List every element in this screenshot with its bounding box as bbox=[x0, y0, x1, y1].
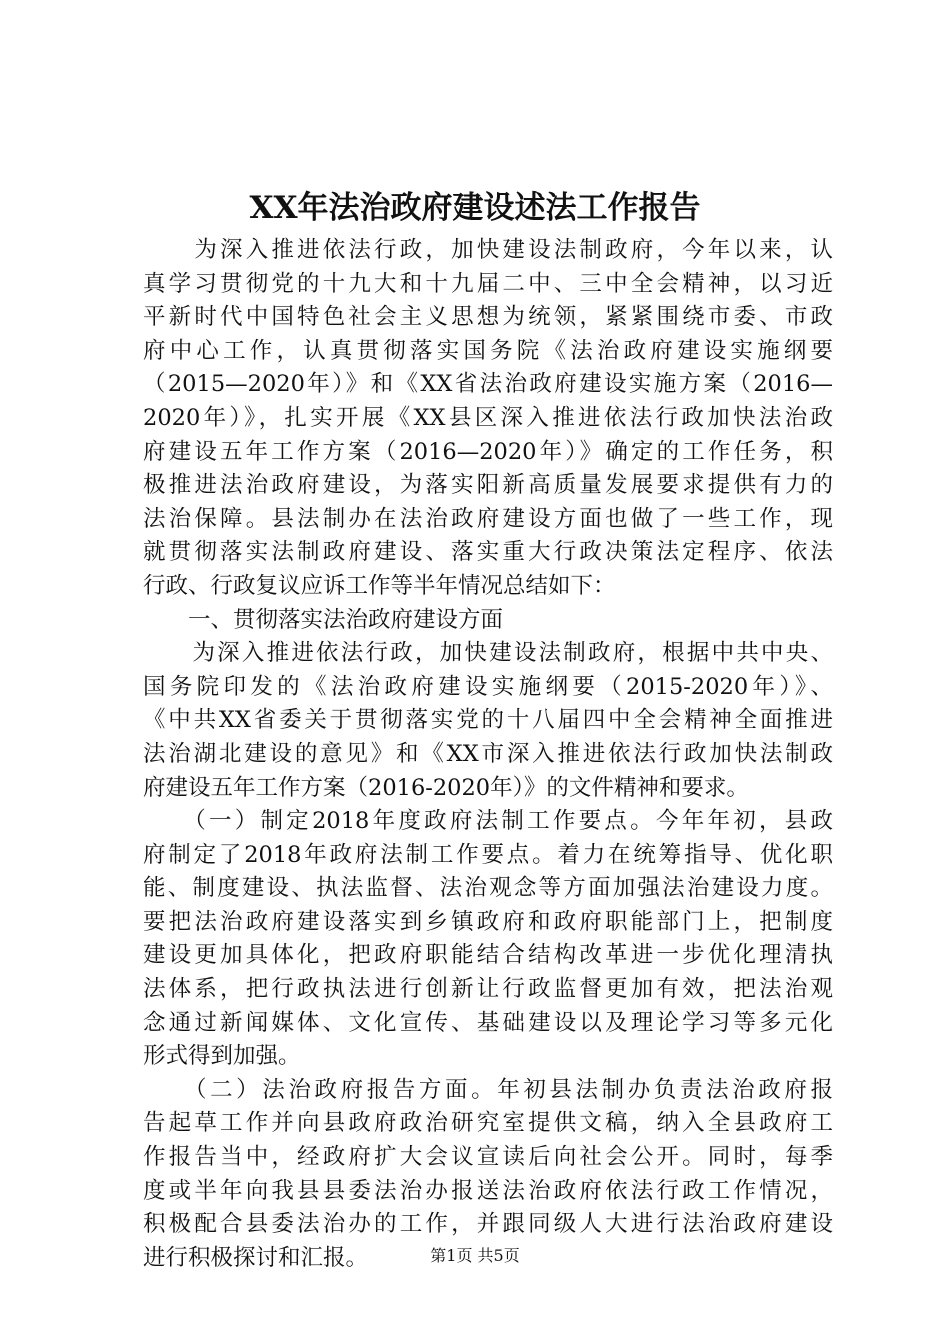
body-line: 为深入推进依法行政，加快建设法制政府，根据中共中央、 bbox=[143, 640, 833, 667]
body-line: （2015—2020年）》和《XX省法治政府建设实施方案（2016— bbox=[143, 371, 833, 398]
document-title: XX年法治政府建设述法工作报告 bbox=[249, 190, 701, 226]
body-line: 能、制度建设、执法监督、法治观念等方面加强法治建设力度。 bbox=[143, 875, 833, 902]
body-line: 作报告当中，经政府扩大会议宣读后向社会公开。同时，每季 bbox=[143, 1144, 833, 1171]
section-heading: 一、贯彻落实法治政府建设方面 bbox=[143, 606, 504, 633]
body-line: 要把法治政府建设落实到乡镇政府和政府职能部门上，把制度 bbox=[143, 908, 833, 935]
body-line: 告起草工作并向县政府政治研究室提供文稿，纳入全县政府工 bbox=[143, 1110, 833, 1137]
body-line: 法治保障。县法制办在法治政府建设方面也做了一些工作，现 bbox=[143, 505, 833, 532]
body-line: 府建设五年工作方案（2016—2020年）》确定的工作任务，积 bbox=[143, 438, 833, 465]
document-body bbox=[143, 234, 833, 1275]
body-line: 度或半年向我县县委法治办报送法治政府依法行政工作情况， bbox=[143, 1177, 833, 1204]
body-line: 就贯彻落实法制政府建设、落实重大行政决策法定程序、依法 bbox=[143, 539, 833, 566]
body-line: 进行积极探讨和汇报。 bbox=[143, 1244, 369, 1271]
body-line: 2020年）》，扎实开展《XX县区深入推进依法行政加快法治政 bbox=[143, 404, 833, 431]
body-line: 真学习贯彻党的十九大和十九届二中、三中全会精神，以习近 bbox=[143, 270, 833, 297]
body-line: 为深入推进依法行政，加快建设法制政府，今年以来，认 bbox=[143, 237, 833, 263]
body-line: 国务院印发的《法治政府建设实施纲要（2015-2020年）》、 bbox=[143, 673, 833, 700]
body-line: 平新时代中国特色社会主义思想为统领，紧紧围绕市委、市政 bbox=[143, 304, 833, 331]
body-line: （一）制定2018年度政府法制工作要点。今年年初，县政 bbox=[143, 808, 833, 835]
body-line: 极推进法治政府建设，为落实阳新高质量发展要求提供有力的 bbox=[143, 472, 833, 499]
body-line: 行政、行政复议应诉工作等半年情况总结如下： bbox=[143, 572, 616, 599]
body-line: （二）法治政府报告方面。年初县法制办负责法治政府报 bbox=[143, 1076, 833, 1103]
body-line: 法体系，把行政执法进行创新让行政监督更加有效，把法治观 bbox=[143, 976, 833, 1003]
body-line: 形式得到加强。 bbox=[143, 1043, 301, 1070]
body-line: 法治湖北建设的意见》和《XX市深入推进依法行政加快法制政 bbox=[143, 740, 833, 767]
body-line: 《中共XX省委关于贯彻落实党的十八届四中全会精神全面推进 bbox=[143, 707, 833, 734]
body-line: 府制定了2018年政府法制工作要点。着力在统筹指导、优化职 bbox=[143, 841, 833, 868]
body-line: 积极配合县委法治办的工作，并跟同级人大进行法治政府建设 bbox=[143, 1211, 833, 1238]
body-line: 府建设五年工作方案（2016-2020年）》的文件精神和要求。 bbox=[143, 774, 749, 801]
body-line: 建设更加具体化，把政府职能结合结构改革进一步优化理清执 bbox=[143, 942, 833, 969]
page-number-footer: 第1页 共5页 bbox=[430, 1246, 520, 1265]
body-line: 念通过新闻媒体、文化宣传、基础建设以及理论学习等多元化 bbox=[143, 1009, 833, 1036]
body-line: 府中心工作，认真贯彻落实国务院《法治政府建设实施纲要 bbox=[143, 337, 833, 364]
